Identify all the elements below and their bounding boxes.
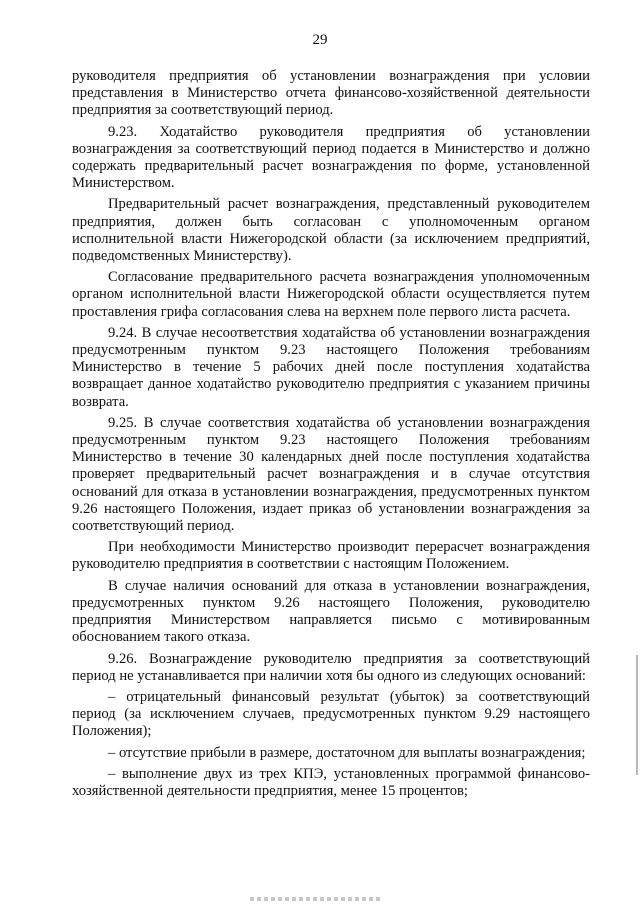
scan-edge-mark bbox=[636, 655, 638, 775]
list-item: – отрицательный финансовый результат (убыток) за соответствующий период (за исключением случаев, предусмотренных пунктом 9.29 настоящего Положения); bbox=[72, 688, 590, 740]
paragraph: 9.26. Вознаграждение руководителю предприятия за соответствующий период не устанавливается при наличии хотя бы одного из следующих оснований: bbox=[72, 650, 590, 684]
paragraph: руководителя предприятия об установлении вознаграждения при условии представления в Министерство отчета финансово-хозяйственной деятельности предприятия за соответствующий период. bbox=[72, 68, 590, 119]
paragraph: При необходимости Министерство производит перерасчет вознаграждения руководителю предприятия в соответствии с настоящим Положением. bbox=[72, 539, 590, 573]
paragraph: 9.23. Ходатайство руководителя предприятия об установлении вознаграждения за соответствующий период подается в Министерство и должно содержать предварительный расчет вознаграждения по форме, установленной Министерством. bbox=[72, 123, 590, 192]
paragraph: 9.24. В случае несоответствия ходатайства об установлении вознаграждения предусмотренным пунктом 9.23 настоящего Положения требованиям Министерство в течение 5 рабочих дней после поступления ходатайства возвращает данное ходатайство руководителю предприятия с указанием причины возврата. bbox=[72, 324, 590, 410]
list-item: – отсутствие прибыли в размере, достаточном для выплаты вознаграждения; bbox=[108, 744, 586, 761]
paragraph: В случае наличия оснований для отказа в установлении вознаграждения, предусмотренных пунктом 9.26 настоящего Положения, руководителю предприятия Министерством направляется письмо с мотивированным обоснованием такого отказа. bbox=[72, 577, 590, 646]
paragraph: Согласование предварительного расчета вознаграждения уполномоченным органом исполнительной власти Нижегородской области осуществляется путем проставления грифа согласования слева на верхнем поле первого листа расчета. bbox=[72, 269, 590, 320]
document-body bbox=[72, 68, 590, 804]
paragraph: Предварительный расчет вознаграждения, представленный руководителем предприятия, должен быть согласован с уполномоченным органом исполнительной власти Нижегородской области (за исключением предприятий, подведомственных Министерству). bbox=[72, 196, 590, 265]
paragraph: 9.25. В случае соответствия ходатайства об установлении вознаграждения предусмотренным пунктом 9.23 настоящего Положения требованиям Министерство в течение 30 календарных дней после поступления ходатайства проверяет предварительный расчет вознаграждения и в случае отсутствия оснований для отказа в установлении вознаграждения, предусмотренных пунктом 9.26 настоящего Положения, издает приказ об установлении вознаграждения за соответствующий период. bbox=[72, 414, 590, 535]
list-item: – выполнение двух из трех КПЭ, установленных программой финансово-хозяйственной деятельности предприятия, менее 15 процентов; bbox=[72, 765, 590, 799]
scan-footer-mark bbox=[250, 897, 380, 901]
page-number: 29 bbox=[312, 32, 328, 48]
